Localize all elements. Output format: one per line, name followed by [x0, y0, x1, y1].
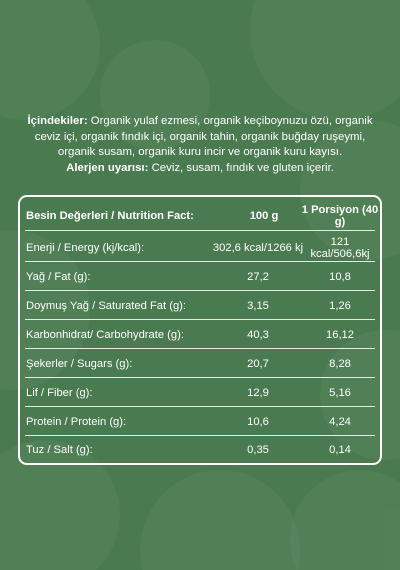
- header-portion: 1 Porsiyon (40 g): [301, 203, 379, 228]
- table-row: [20, 319, 380, 350]
- ingredients-section: [16, 114, 384, 176]
- allergen-paragraph: [16, 161, 384, 177]
- row-label: Yağ / Fat (g):: [26, 270, 91, 283]
- row-value-100g: 3,15: [247, 299, 269, 312]
- row-value-portion: 1,26: [329, 299, 351, 312]
- row-value-portion: 10,8: [329, 270, 351, 283]
- row-label: Şekerler / Sugars (g):: [26, 357, 133, 370]
- row-value-100g: 40,3: [247, 328, 269, 341]
- row-label: Tuz / Salt (g):: [26, 443, 93, 456]
- row-label: Karbonhidrat/ Carbohydrate (g):: [26, 328, 184, 341]
- row-value-100g: 12,9: [247, 386, 269, 399]
- table-divider: [25, 230, 375, 231]
- row-label: Lif / Fiber (g):: [26, 386, 93, 399]
- table-row: [20, 290, 380, 321]
- row-value-100g: 302,6 kcal/1266 kj: [212, 241, 304, 254]
- allergen-label: Alerjen uyarısı:: [66, 161, 149, 174]
- table-header-row: [20, 200, 380, 231]
- row-value-100g: 27,2: [247, 270, 269, 283]
- ingredients-label: İçindekiler:: [27, 115, 88, 127]
- row-value-portion: 4,24: [329, 415, 351, 428]
- table-row: [20, 261, 380, 292]
- table-row: [20, 406, 380, 437]
- ingredients-paragraph: [16, 114, 384, 161]
- table-row: [20, 348, 380, 379]
- allergen-text: Ceviz, susam, fındık ve gluten içerir.: [151, 161, 334, 174]
- row-value-100g: 10,6: [247, 415, 269, 428]
- nutrition-table: [18, 195, 382, 465]
- ingredients-text: Organik yulaf ezmesi, organik keçiboynuzu özü, organik ceviz içi, organik fındık içi, organik tahin, organik buğday ruşeymi, organik susam, organik kuru incir ve organik kuru kayısı.: [34, 115, 373, 159]
- row-value-portion: 16,12: [326, 328, 354, 341]
- row-value-portion: 8,28: [329, 357, 351, 370]
- row-label: Doymuş Yağ / Saturated Fat (g):: [26, 299, 187, 312]
- row-value-100g: 0,35: [247, 443, 269, 456]
- header-100g: 100 g: [249, 209, 279, 222]
- row-label: Enerji / Energy (kj/kcal):: [26, 241, 145, 254]
- row-value-100g: 20,7: [247, 357, 269, 370]
- table-row: [20, 434, 380, 465]
- row-value-portion: 121 kcal/506,6kj: [310, 235, 370, 260]
- row-label: Protein / Protein (g):: [26, 415, 127, 428]
- row-value-portion: 0,14: [329, 443, 351, 456]
- header-nutrition-fact: Besin Değerleri / Nutrition Fact:: [26, 209, 194, 222]
- row-value-portion: 5,16: [329, 386, 351, 399]
- table-row: [20, 377, 380, 408]
- table-row: [20, 232, 380, 263]
